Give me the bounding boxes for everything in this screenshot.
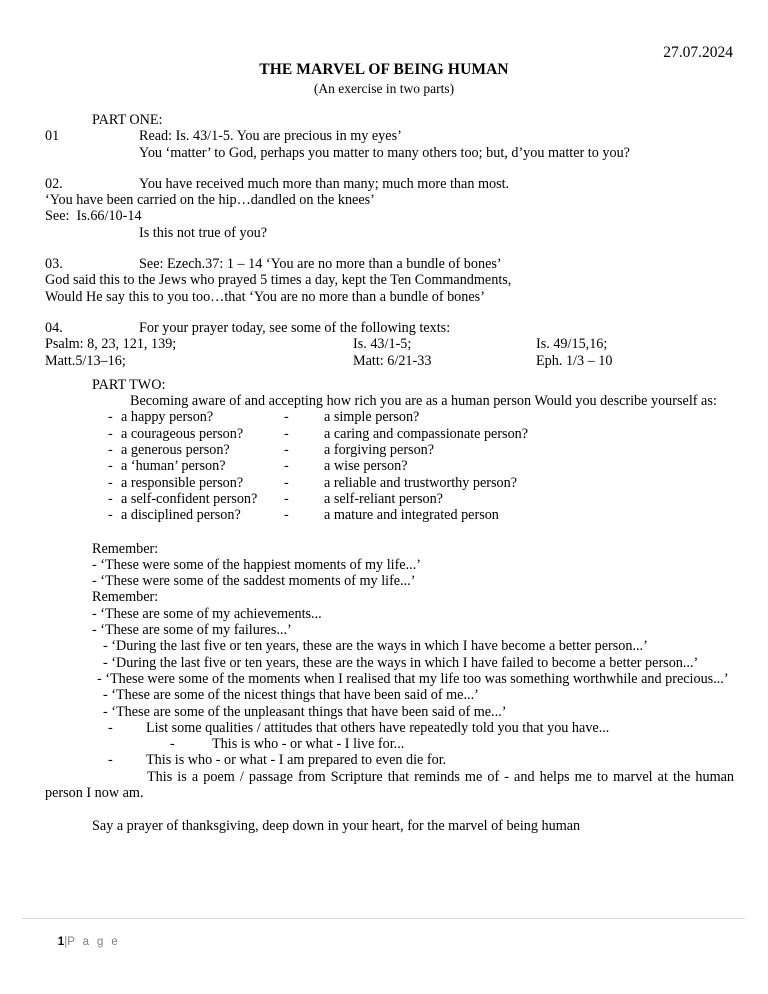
bullet-dash-icon: - — [284, 409, 289, 426]
remember-2-line-1: - ‘These are some of my achievements... — [92, 605, 322, 622]
bullet-dash-icon: - — [108, 458, 113, 475]
quality-right: a caring and compassionate person? — [324, 425, 529, 442]
bullet-dash-icon: - — [108, 490, 113, 507]
quality-right: a self-reliant person? — [324, 490, 443, 507]
quality-row — [45, 475, 734, 491]
scripture-ref-cell: Psalm: 8, 23, 121, 139; — [45, 336, 177, 353]
remember-1-line-2: - ‘These were some of the saddest moments of my life...’ — [92, 573, 416, 590]
item-02-line-2: ‘You have been carried on the hip…dandled on the knees’ — [45, 192, 375, 209]
remember-2-line-7: - ‘These are some of the unpleasant things that have been said of me...’ — [103, 703, 507, 720]
prompt-item — [45, 720, 734, 736]
quality-row — [45, 507, 734, 523]
item-02-number: 02. — [45, 175, 63, 192]
quality-left: a happy person? — [121, 409, 214, 426]
part-two-intro: Becoming aware of and accepting how rich you are as a human person Would you describe yourself as: — [130, 393, 717, 410]
bullet-dash-icon: - — [108, 719, 113, 736]
item-02-line-3: See: Is.66/10-14 — [45, 208, 142, 225]
bullet-dash-icon: - — [108, 507, 113, 524]
bullet-dash-icon: - — [108, 752, 113, 769]
item-04-text: For your prayer today, see some of the following texts: — [139, 319, 451, 336]
footer-page-label: P a g e — [67, 936, 121, 948]
spacer — [45, 305, 734, 320]
item-03-line-3: Would He say this to you too…that ‘You are no more than a bundle of bones’ — [45, 288, 485, 305]
quality-row — [45, 458, 734, 474]
quality-left: a generous person? — [121, 442, 230, 459]
scripture-ref-cell: Eph. 1/3 – 10 — [536, 352, 613, 369]
quality-right: a reliable and trustworthy person? — [324, 474, 518, 491]
bullet-dash-icon: - — [108, 474, 113, 491]
item-02-line-4: Is this not true of you? — [139, 224, 268, 241]
bullet-dash-icon: - — [284, 490, 289, 507]
quality-right: a simple person? — [324, 409, 420, 426]
spacer — [45, 801, 734, 818]
remember-heading-2: Remember: — [92, 589, 159, 606]
document-subtitle: (An exercise in two parts) — [313, 81, 455, 96]
footer-page-number: 1 — [57, 936, 65, 948]
item-04-line-1 — [45, 320, 734, 336]
quality-row — [45, 409, 734, 425]
remember-2-line-2: - ‘These are some of my failures...’ — [92, 622, 292, 639]
bullet-dash-icon: - — [108, 442, 113, 459]
bullet-dash-icon: - — [108, 425, 113, 442]
quality-row — [45, 426, 734, 442]
quality-right: a wise person? — [324, 458, 408, 475]
scripture-ref-cell: Matt: 6/21-33 — [353, 352, 432, 369]
quality-left: a disciplined person? — [121, 507, 241, 524]
item-03-line-2: God said this to the Jews who prayed 5 times a day, kept the Ten Commandments, — [45, 272, 512, 289]
prompt-text: This is who - or what - I am prepared to even die for. — [146, 752, 447, 769]
bullet-dash-icon: - — [108, 409, 113, 426]
quality-left: a courageous person? — [121, 425, 244, 442]
bullet-dash-icon: - — [284, 425, 289, 442]
item-04-number: 04. — [45, 319, 63, 336]
quality-right: a forgiving person? — [324, 442, 435, 459]
bullet-dash-icon: - — [170, 736, 175, 753]
prompt-text: This is a poem / passage from Scripture that reminds me of - and helps me to marvel at the human person I now am. — [45, 768, 734, 801]
remember-1-line-1: - ‘These were some of the happiest moments of my life...’ — [92, 556, 421, 573]
scripture-ref-cell: Is. 49/15,16; — [536, 336, 608, 353]
item-01-line-2: You ‘matter’ to God, perhaps you matter to many others too; but, d’you matter to you? — [139, 144, 630, 161]
bullet-dash-icon: - — [284, 474, 289, 491]
document-date: 27.07.2024 — [663, 44, 733, 61]
prompt-text: List some qualities / attitudes that others have repeatedly told you that you have... — [146, 719, 610, 736]
remember-heading-1: Remember: — [92, 540, 159, 557]
footer-separator: | — [64, 936, 68, 948]
prompt-text: This is who - or what - I live for... — [212, 736, 405, 753]
prompt-item — [45, 736, 734, 752]
item-01-line-1 — [45, 128, 734, 144]
footer — [45, 924, 120, 960]
quality-right: a mature and integrated person — [324, 507, 499, 524]
document-body — [45, 112, 734, 835]
scripture-ref-row — [45, 336, 734, 352]
item-01-text: Read: Is. 43/1-5. You are precious in my eyes’ — [139, 128, 402, 145]
scripture-ref-cell: Is. 43/1-5; — [353, 336, 412, 353]
document-title: THE MARVEL OF BEING HUMAN — [259, 61, 509, 78]
prompt-item — [45, 769, 734, 802]
spacer — [45, 161, 734, 176]
remember-2-line-4: - ‘During the last five or ten years, these are the ways in which I have failed to become a better person...’ — [103, 654, 699, 671]
scripture-ref-cell: Matt.5/13–16; — [45, 352, 126, 369]
spacer — [45, 241, 734, 256]
item-03-number: 03. — [45, 256, 63, 273]
bullet-dash-icon: - — [284, 458, 289, 475]
bullet-dash-icon: - — [284, 507, 289, 524]
remember-2-line-5: - ‘These were some of the moments when I realised that my life too was something worthwhile and precious...’ — [97, 670, 729, 687]
item-02-text: You have received much more than many; much more than most. — [139, 175, 510, 192]
item-01-number: 01 — [45, 128, 60, 145]
quality-left: a responsible person? — [121, 474, 244, 491]
spacer — [45, 524, 734, 541]
spacer — [45, 369, 734, 377]
closing-line: Say a prayer of thanksgiving, deep down in your heart, for the marvel of being human — [92, 818, 581, 835]
item-03-line-1 — [45, 256, 734, 272]
remember-2-line-3: - ‘During the last five or ten years, these are the ways in which I have become a better person...’ — [103, 638, 648, 655]
bullet-dash-icon: - — [284, 442, 289, 459]
part-two-heading: PART TWO: — [92, 376, 166, 393]
prompt-item — [45, 752, 734, 768]
quality-left: a ‘human’ person? — [121, 458, 226, 475]
quality-left: a self-confident person? — [121, 490, 258, 507]
item-03-text: See: Ezech.37: 1 – 14 ‘You are no more than a bundle of bones’ — [139, 256, 502, 273]
quality-row — [45, 491, 734, 507]
scripture-ref-row — [45, 353, 734, 369]
part-one-heading: PART ONE: — [92, 112, 163, 128]
item-02-line-1 — [45, 176, 734, 192]
footer-divider — [22, 918, 745, 919]
quality-row — [45, 442, 734, 458]
remember-2-line-6: - ‘These are some of the nicest things that have been said of me...’ — [103, 687, 479, 704]
